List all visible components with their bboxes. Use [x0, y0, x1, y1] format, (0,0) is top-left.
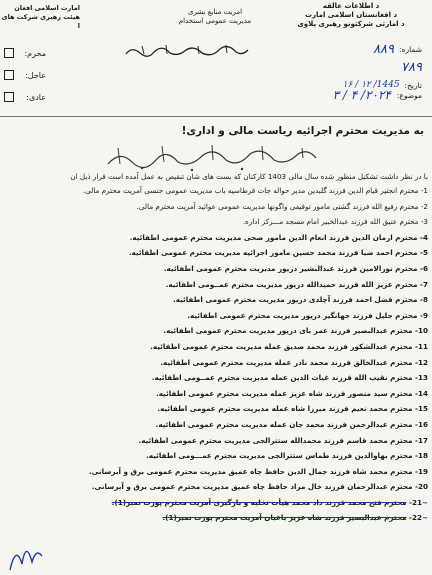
item-separator: -	[418, 217, 424, 227]
number-value-2: ۷۸۹	[401, 59, 422, 75]
item-text: محترم نورالامین فرزند عبدالبشیر دریور مدیریت محترم عمومی اطفائیه.	[163, 263, 418, 273]
item-separator: -	[417, 263, 423, 273]
list-item	[2, 355, 428, 371]
item-separator: -	[412, 435, 418, 445]
item-separator: -	[417, 295, 423, 305]
item-text: محترم عبدالشکور فرزند محمد صدیق عمله مدیریت محترم عمومی اطفائیه.	[150, 341, 413, 351]
header-center-line: امریت منابع بشری	[187, 8, 243, 16]
bismillah-calligraphy-icon	[122, 40, 252, 60]
item-number: 3	[423, 217, 428, 227]
topic-line	[272, 88, 422, 102]
item-separator: -	[418, 201, 424, 211]
item-separator: -	[417, 310, 423, 320]
item-separator: -	[406, 513, 412, 523]
item-number: 20	[417, 482, 428, 492]
date-label: تاریخ:	[404, 80, 422, 90]
item-text: محترم عبدالخالق فرزند محمد نادر عمله مدیریت محترم عمومی اطفائیه.	[160, 357, 413, 367]
list-item	[2, 230, 428, 246]
item-separator: -	[412, 326, 418, 336]
list-item	[2, 448, 428, 464]
item-text: محترم جلیل فرزند جهانگیر دریور مدیریت محترم عمومی اطفائیه.	[187, 310, 418, 320]
greeting-calligraphy-icon	[102, 140, 322, 174]
item-number: 21	[411, 497, 422, 507]
letter-meta	[272, 40, 422, 94]
signature-icon	[6, 534, 46, 574]
item-text: محترم احمد ضیا فرزند محمد حسین مامور اجرائیه مدیریت محترم عمومی اطفائیه.	[128, 248, 418, 258]
item-number: 12	[417, 357, 428, 367]
list-item	[2, 495, 428, 511]
item-text: محترم محمد قاسم فرزند محمدالله ستترالجی مدیریت محترم عمومی اطفائیه.	[138, 435, 413, 445]
item-number: 4	[422, 232, 428, 242]
list-item	[2, 433, 428, 449]
item-text: محترم بهاوالدین فرزند طماس ستترالجی مدیریت محترم عمـــومی اطفائیه.	[146, 451, 413, 461]
header-left-line: امارت اسلامی افغان	[14, 4, 80, 12]
header-divider	[0, 116, 432, 117]
item-number: 13	[417, 373, 428, 383]
list-item	[2, 339, 428, 355]
strike-mark-icon: ~	[421, 497, 428, 507]
item-number: 7	[422, 279, 428, 289]
checkbox-normal[interactable]	[4, 92, 14, 102]
header-center-line: مدیریت عمومی استخدام	[178, 17, 252, 25]
item-number: 8	[422, 295, 428, 305]
priority-row	[4, 86, 46, 108]
item-text: محترم محمد نعیم فرزند میرزا شاه عمله مدیریت محترم عمومی اطفائیه.	[157, 404, 413, 414]
item-number: 6	[422, 263, 428, 273]
item-separator: -	[412, 341, 418, 351]
header-left	[0, 4, 80, 31]
checkbox-confidential[interactable]	[4, 48, 14, 58]
item-text: محترم فضل احمد فرزند آچلدی دریور مدیریت محترم عمومی اطفائیه.	[173, 295, 418, 305]
header-center	[150, 8, 280, 26]
item-separator: -	[412, 482, 418, 492]
item-separator: -	[412, 466, 418, 476]
item-number: 14	[417, 388, 428, 398]
item-text: محترم عتیق الله فرزند عبدالخبیر امام مسجد مـــرکز اداره.	[242, 217, 419, 227]
header-right-line: د اطلاعات عالقه	[322, 2, 380, 10]
item-text: محترم عبدالرحمان فرزند خال مراد حافظ چاه عمیق مدیریت محترم عمومی برق و آبرسانی.	[91, 482, 413, 492]
priority-label: عاجل:	[25, 70, 46, 80]
list-item	[2, 464, 428, 480]
item-separator: -	[412, 388, 418, 398]
list-item	[2, 401, 428, 417]
topic-label: موضوع:	[396, 90, 422, 100]
list-item	[2, 386, 428, 402]
list-item	[2, 323, 428, 339]
item-separator: -	[412, 419, 418, 429]
item-text: محترم عبدالرحمن فرزند محمد جان عمله مدیریت محترم عمومی اطفائیه.	[155, 419, 413, 429]
letter-body	[2, 172, 428, 526]
item-separator: -	[406, 497, 412, 507]
list-item	[2, 308, 428, 324]
strike-mark-icon: ~	[421, 513, 428, 523]
priority-label: محرم:	[24, 48, 46, 58]
item-number: 9	[422, 310, 428, 320]
item-number: 1	[423, 186, 428, 195]
item-text: محترم عبدالبصیر فرزند عمر بای دریور مدیریت محترم عمومی اطفائیه.	[163, 326, 413, 336]
list-item	[2, 417, 428, 433]
item-text: محترم انجنیر قیام الدین فرزند گلبدین مدیر حواله جات قرطاسیه باب مدیریت عمومی جنسی آمریت محترم مالی.	[82, 186, 419, 195]
item-text: محترم عبدالبصیر فرزند شاه عزیز باغبان آمریت محترم پورت نمبر(1).	[162, 513, 407, 523]
list-item	[2, 261, 428, 277]
item-text: محترم نقیب الله فرزند غیاث الدین عمله مدیریت محترم عمــومی اطفائیه.	[151, 373, 413, 383]
header-right-line: د امارتی شرکتونو رهبری پلاوی	[297, 20, 405, 28]
list-item	[2, 245, 428, 261]
item-number: 16	[417, 419, 428, 429]
priority-checkboxes	[4, 42, 46, 108]
list-item	[2, 199, 428, 215]
item-separator: -	[412, 451, 418, 461]
number-value: ۸۸۹	[373, 41, 395, 57]
list-item	[2, 292, 428, 308]
item-number: 2	[423, 201, 428, 211]
number-label: شماره:	[399, 44, 422, 54]
header-right-line: د افغانستان اسلامی امارت	[304, 11, 398, 19]
employee-list	[2, 183, 428, 526]
item-text: محترم فتح محمد فرزند داد محمد هیأت تخلیه و بارگیری آمریت محترم پورت نمبر(1).	[111, 497, 407, 507]
item-text: محترم محمد شاه فرزند جمال الدین حافظ چاه عمیق مدیریت محترم عمومی برق و آبرسانی.	[88, 466, 413, 476]
checkbox-urgent[interactable]	[4, 70, 14, 80]
list-item	[2, 214, 428, 230]
letter-addressee: به مدیریت محترم اجرائیه ریاست مالی و اداری!	[181, 125, 424, 137]
item-separator: -	[412, 357, 418, 367]
item-number: 11	[417, 341, 428, 351]
item-text: محترم ارمان الدین فرزند انعام الدین مامور صحی مدیریت محترم عمومی اطفائیه.	[129, 232, 418, 242]
item-separator: -	[417, 232, 423, 242]
item-number: 19	[417, 466, 428, 476]
list-item	[2, 183, 428, 199]
item-number: 10	[417, 326, 428, 336]
item-text: محترم رفیع الله فرزند گشتی مامور توقیفی واگونها مدیریت عمومی عوائید آمریت محترم مالی.	[136, 201, 419, 211]
priority-row	[4, 64, 46, 86]
header-left-line: هیئت رهبری شرکت های ا	[1, 13, 80, 30]
list-item	[2, 370, 428, 386]
item-separator: -	[417, 279, 423, 289]
header-right	[276, 2, 426, 29]
item-separator: -	[417, 248, 423, 258]
intro-paragraph: با در نظر داشت تشکیل منظور شده سال مالی 1403 کارکنان که بست های شان تنقیص به عمل آمده است قرار ذیل ان	[70, 172, 428, 181]
date-value: 1445/ ۱۲ / ۱۶	[342, 80, 400, 90]
list-item	[2, 479, 428, 495]
list-item	[2, 277, 428, 293]
priority-row	[4, 42, 46, 64]
list-item	[2, 510, 428, 526]
item-number: 5	[422, 248, 428, 258]
item-number: 22	[411, 513, 422, 523]
item-number: 15	[417, 404, 428, 414]
item-text: محترم سید منصور فرزند شاه عزیز عمله مدیریت محترم عمومی اطفائیه.	[155, 388, 413, 398]
topic-value: ۲۰۲۴/ ۴ / ۳	[332, 88, 391, 102]
priority-label: عادی:	[26, 92, 46, 102]
number-line-2	[272, 58, 422, 76]
number-line	[272, 40, 422, 58]
item-text: محترم عزیز الله فرزند حمیدالله دریور مدیریت محترم عمــومی اطفائیه.	[165, 279, 418, 289]
item-separator: -	[412, 404, 418, 414]
item-number: 17	[417, 435, 428, 445]
item-number: 18	[417, 451, 428, 461]
item-separator: -	[418, 186, 424, 195]
item-separator: -	[412, 373, 418, 383]
